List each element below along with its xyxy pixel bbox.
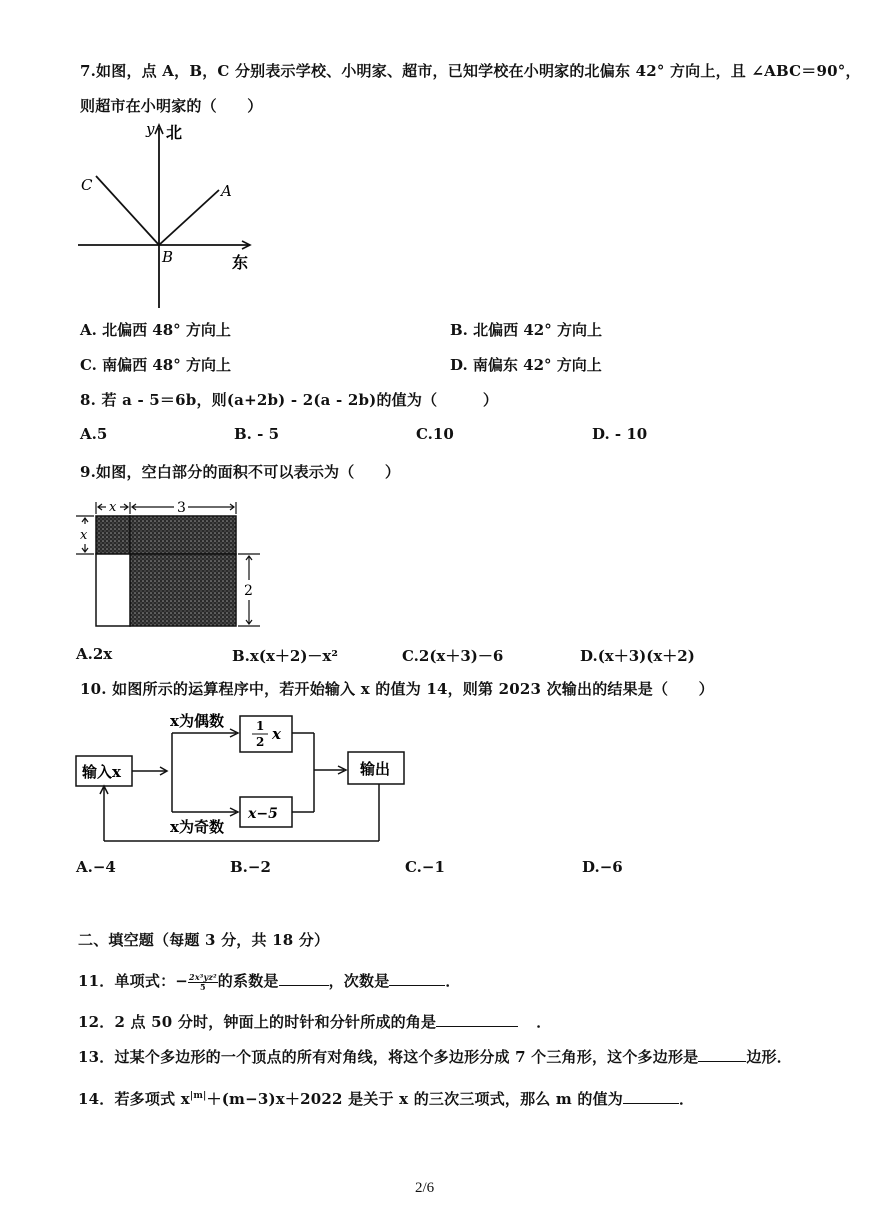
q11-blank-degree[interactable] xyxy=(389,970,445,986)
q9-option-a: A.2x xyxy=(76,645,113,663)
q7-option-a: A. 北偏西 48° 方向上 xyxy=(80,321,231,339)
q10-fig-half-den: 2 xyxy=(256,735,265,749)
page-number: 2/6 xyxy=(415,1180,435,1196)
q7-option-d: D. 南偏东 42° 方向上 xyxy=(450,356,602,374)
q7-fig-point-a: A xyxy=(221,182,232,200)
q10-fig-odd-label: x为奇数 xyxy=(170,818,224,836)
q9-fig-label-x-side: x xyxy=(80,528,88,543)
q13-text: 13．过某个多边形的一个顶点的所有对角线，将这个多边形分成 7 个三角形，这个多边形是 xyxy=(78,1048,699,1066)
q9-fig-label-two: 2 xyxy=(244,583,253,599)
q11-frac-num: 2x³yz² xyxy=(189,971,217,982)
q7-fig-point-b: B xyxy=(162,248,174,266)
q14-stem xyxy=(78,1086,694,1109)
q9-option-c: C.2(x＋3)－6 xyxy=(402,647,504,665)
q14-exponent: |m| xyxy=(189,1091,207,1101)
q10-fig-even-label: x为偶数 xyxy=(170,712,224,730)
q11-mid2: ，次数是 xyxy=(328,972,390,990)
q12-text: 12．2 点 50 分时，钟面上的时针和分针所成的角是 xyxy=(78,1013,437,1031)
q9-option-b: B.x(x＋2)－x² xyxy=(232,647,338,665)
q13-end: 边形． xyxy=(746,1048,792,1066)
q8-option-a: A.5 xyxy=(80,425,108,443)
q7-stem-line2: 则超市在小明家的（ ） xyxy=(80,97,263,115)
q7-fig-y-label: y xyxy=(146,120,155,138)
q9-area-figure xyxy=(74,496,274,636)
q9-stem: 9.如图，空白部分的面积不可以表示为（ ） xyxy=(80,463,401,481)
q7-option-c: C. 南偏西 48° 方向上 xyxy=(80,356,231,374)
q12-blank[interactable] xyxy=(436,1011,518,1027)
q10-fig-output-label: 输出 xyxy=(360,760,391,778)
q10-option-a: A.−4 xyxy=(76,858,116,876)
q10-flowchart xyxy=(74,708,414,848)
q11-frac-den: 5 xyxy=(200,981,206,992)
q12-end: ． xyxy=(536,1013,552,1031)
q7-fig-east-label: 东 xyxy=(232,253,249,272)
q7-direction-figure xyxy=(78,120,258,310)
q7-option-b: B. 北偏西 42° 方向上 xyxy=(450,321,602,339)
q9-fig-label-three: 3 xyxy=(177,500,186,516)
q14-end: ． xyxy=(679,1090,695,1108)
q11-fraction xyxy=(188,973,218,992)
q8-option-d: D. - 10 xyxy=(592,425,648,443)
q10-fig-half-var: x xyxy=(272,725,281,743)
q14-prefix: 14．若多项式 x xyxy=(78,1090,190,1108)
q7-fig-point-c: C xyxy=(81,176,93,194)
q8-option-c: C.10 xyxy=(416,425,454,443)
q12-stem xyxy=(78,1011,551,1032)
q10-stem: 10. 如图所示的运算程序中，若开始输入 x 的值为 14，则第 2023 次输出的结果是（ ） xyxy=(80,680,714,698)
q13-blank[interactable] xyxy=(698,1046,746,1062)
q11-mid: 的系数是 xyxy=(217,972,279,990)
q10-fig-input-label: 输入x xyxy=(82,763,121,781)
q11-end: ． xyxy=(445,972,461,990)
q10-fig-minus5-label: x−5 xyxy=(248,806,278,822)
q7-fig-north-label: 北 xyxy=(166,123,183,142)
q14-blank[interactable] xyxy=(623,1088,679,1104)
q10-option-b: B.−2 xyxy=(230,858,271,876)
q14-mid: ＋(m−3)x＋2022 是关于 x 的三次三项式，那么 m 的值为 xyxy=(206,1090,624,1108)
q8-option-b: B. - 5 xyxy=(234,425,280,443)
q13-stem xyxy=(78,1046,792,1067)
section-heading-fill-in: 二、填空题（每题 3 分，共 18 分） xyxy=(78,931,330,949)
q11-prefix: 11．单项式：− xyxy=(78,972,189,990)
q10-option-c: C.−1 xyxy=(405,858,445,876)
q11-stem xyxy=(78,970,461,992)
q8-stem: 8. 若 a - 5＝6b，则(a+2b) - 2(a - 2b)的值为（ ） xyxy=(80,391,499,409)
q7-stem-line1: 7.如图，点 A，B，C 分别表示学校、小明家、超市，已知学校在小明家的北偏东 42° 方向上，且 ∠ABC＝90°， xyxy=(80,62,861,80)
q9-fig-label-x-top: x xyxy=(109,500,117,515)
q9-option-d: D.(x＋3)(x＋2) xyxy=(580,647,695,665)
q11-blank-coefficient[interactable] xyxy=(279,970,329,986)
q10-option-d: D.−6 xyxy=(582,858,623,876)
q10-fig-half-num: 1 xyxy=(256,719,265,733)
